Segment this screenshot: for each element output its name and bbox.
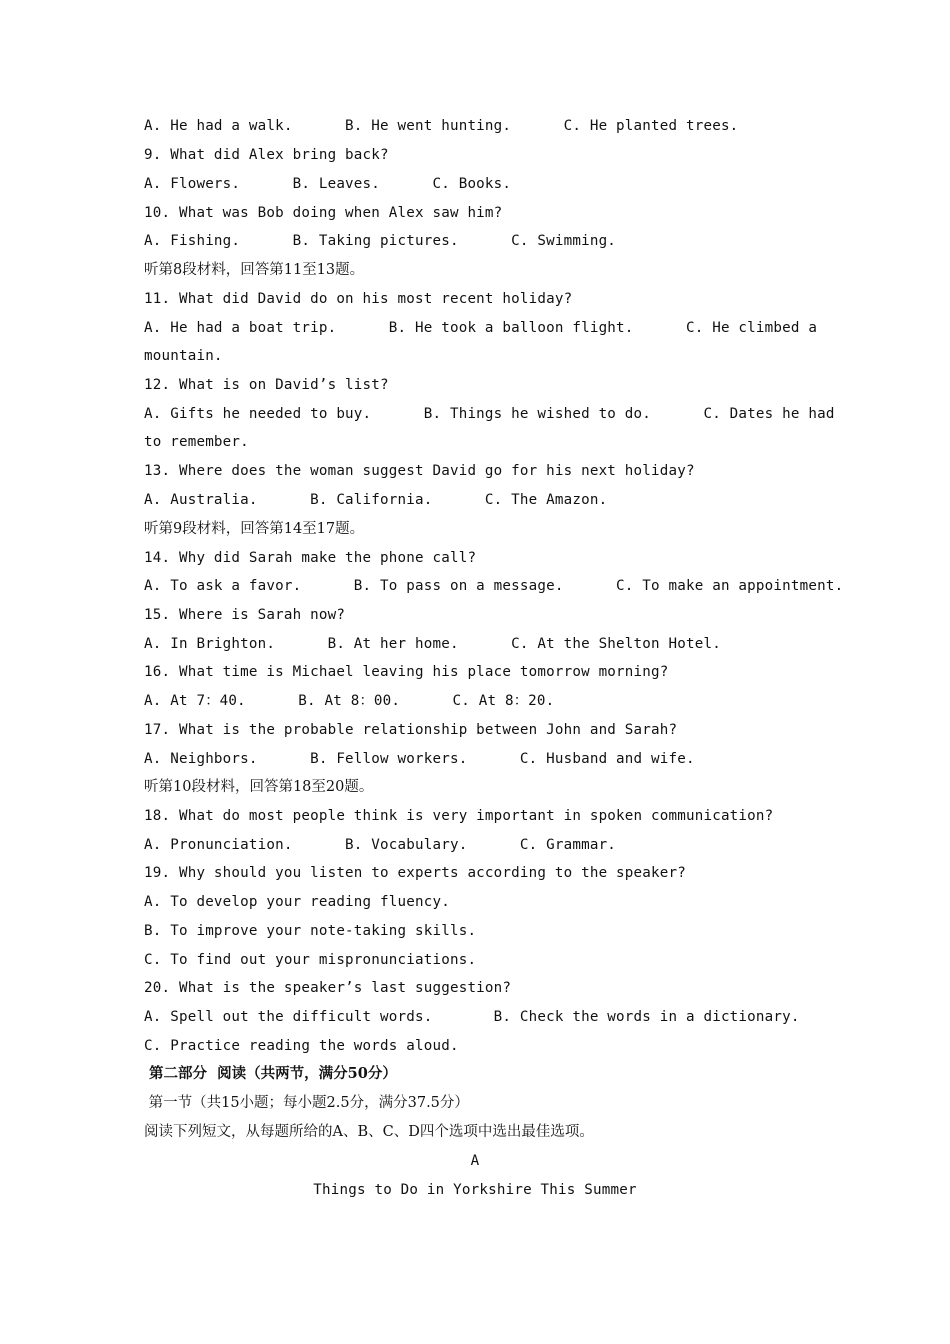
q12-question: 12. What is on David’s list?: [144, 377, 389, 393]
q20-options: A. Spell out the difficult words. B. Check the words in a dictionary.: [144, 1009, 800, 1025]
q18-question: 18. What do most people think is very important in spoken communication?: [144, 808, 774, 824]
q11-question: 11. What did David do on his most recent holiday?: [144, 291, 573, 307]
q10-options: A. Fishing. B. Taking pictures. C. Swimming.: [144, 233, 617, 249]
q10-question: 10. What was Bob doing when Alex saw him?: [144, 205, 503, 221]
q19-option-a: A. To develop your reading fluency.: [144, 894, 450, 910]
q19-option-b: B. To improve your note-taking skills.: [144, 923, 477, 939]
q15-question: 15. Where is Sarah now?: [144, 607, 346, 623]
reading-instruction: 阅读下列短文，从每题所给的A、B、C、D四个选项中选出最佳选项。: [144, 1124, 594, 1140]
q9-options: A. Flowers. B. Leaves. C. Books.: [144, 176, 512, 192]
q12-options-continued: to remember.: [144, 434, 249, 450]
q16-question: 16. What time is Michael leaving his place tomorrow morning?: [144, 664, 669, 680]
section-8-instruction: 听第8段材料，回答第11至13题。: [144, 262, 365, 278]
q8-options: A. He had a walk. B. He went hunting. C. He planted trees.: [144, 118, 739, 134]
q12-options: A. Gifts he needed to buy. B. Things he wished to do. C. Dates he had: [144, 406, 835, 422]
q20-question: 20. What is the speaker’s last suggestion?: [144, 980, 512, 996]
q9-question: 9. What did Alex bring back?: [144, 147, 389, 163]
passage-label: A: [470, 1153, 480, 1169]
q16-options: A. At 7：40. B. At 8：00. C. At 8：20.: [144, 693, 555, 709]
q14-question: 14. Why did Sarah make the phone call?: [144, 550, 477, 566]
part-two-heading: 第二部分 阅读（共两节，满分50分）: [144, 1065, 397, 1082]
q15-options: A. In Brighton. B. At her home. C. At the Shelton Hotel.: [144, 636, 721, 652]
q13-question: 13. Where does the woman suggest David go for his next holiday?: [144, 463, 695, 479]
q13-options: A. Australia. B. California. C. The Amazon.: [144, 492, 608, 508]
section-9-instruction: 听第9段材料，回答第14至17题。: [144, 521, 365, 537]
q19-question: 19. Why should you listen to experts according to the speaker?: [144, 865, 686, 881]
q19-option-c: C. To find out your mispronunciations.: [144, 952, 477, 968]
section-10-instruction: 听第10段材料，回答第18至20题。: [144, 779, 374, 795]
q17-options: A. Neighbors. B. Fellow workers. C. Husband and wife.: [144, 751, 695, 767]
q17-question: 17. What is the probable relationship between John and Sarah?: [144, 722, 678, 738]
q14-options: A. To ask a favor. B. To pass on a message. C. To make an appointment.: [144, 578, 844, 594]
section-one-heading: 第一节（共15小题；每小题2.5分，满分37.5分）: [144, 1095, 469, 1111]
q11-options-continued: mountain.: [144, 348, 223, 364]
passage-title: Things to Do in Yorkshire This Summer: [313, 1182, 637, 1198]
q11-options: A. He had a boat trip. B. He took a balloon flight. C. He climbed a: [144, 320, 818, 336]
q18-options: A. Pronunciation. B. Vocabulary. C. Grammar.: [144, 837, 617, 853]
q20-option-c: C. Practice reading the words aloud.: [144, 1038, 459, 1054]
